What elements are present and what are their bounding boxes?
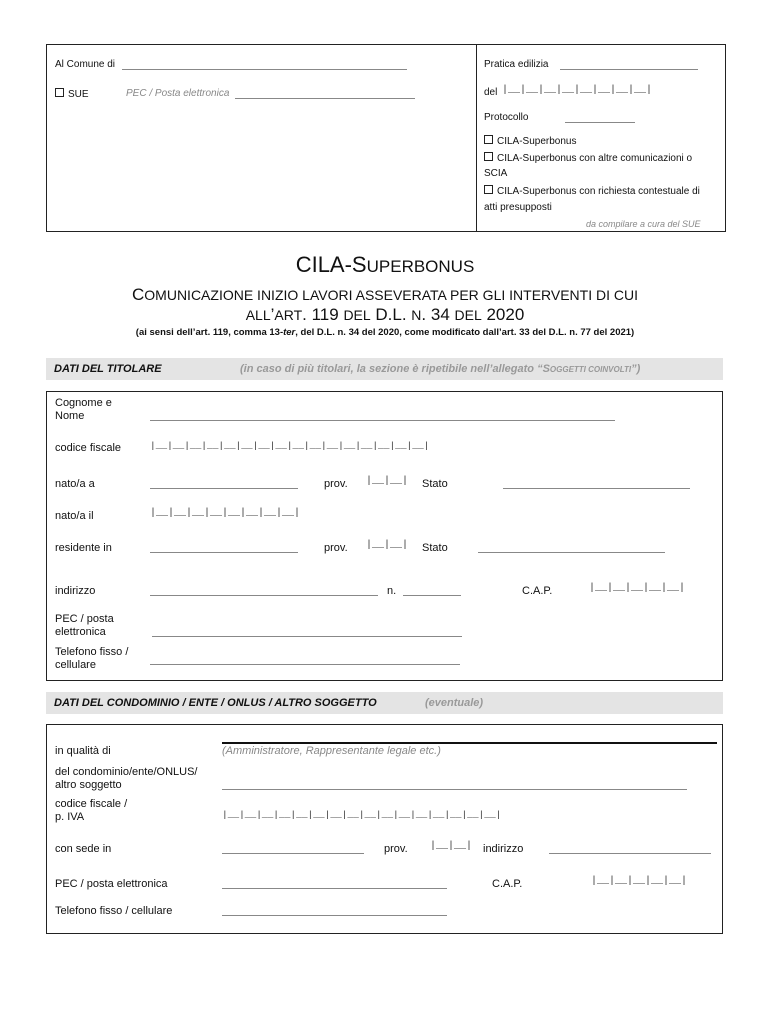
residente-prov-field[interactable]: |__|__| xyxy=(366,540,409,551)
del-date-field[interactable]: |__|__|__|__|__|__|__|__| xyxy=(502,85,653,96)
comune-field[interactable] xyxy=(122,69,407,70)
piva-label: codice fiscale / xyxy=(55,798,128,810)
condominio-pec-label: PEC / posta elettronica xyxy=(55,878,168,890)
prov-label: prov. xyxy=(324,542,348,554)
option-cila-altre[interactable] xyxy=(484,152,692,164)
title-part: D.L. xyxy=(370,305,412,324)
title-part: 2020 xyxy=(481,305,525,324)
qualita-top-line xyxy=(222,742,717,744)
titolare-section-note xyxy=(240,363,640,375)
sue-note: da compilare a cura del SUE xyxy=(586,219,701,229)
option-checkbox[interactable] xyxy=(484,135,493,144)
document-title xyxy=(0,252,770,278)
subtitle-part: , del D.L. n. 34 del 2020, come modificato dall’art. 33 del D.L. n. 77 del 2021) xyxy=(295,327,635,338)
condominio-section-title: DATI DEL CONDOMINIO / ENTE / ONLUS / ALTRO SOGGETTO xyxy=(54,697,377,709)
indirizzo-field[interactable] xyxy=(150,595,378,596)
nato-prov-field[interactable]: |__|__| xyxy=(366,476,409,487)
sede-label: con sede in xyxy=(55,843,112,855)
title-part: OMUNICAZIONE INIZIO LAVORI ASSEVERATA PER GLI INTERVENTI DI CUI xyxy=(144,287,638,303)
telefono-label: Telefono fisso / xyxy=(55,646,129,658)
option-label: CILA-Superbonus xyxy=(497,136,577,147)
qualita-field[interactable]: (Amministratore, Rappresentante legale etc.) xyxy=(222,745,441,757)
condominio-telefono-label: Telefono fisso / cellulare xyxy=(55,905,173,917)
cognome-label: Cognome e xyxy=(55,397,112,409)
title-line-1 xyxy=(0,285,770,305)
title-part: CILA-S xyxy=(295,252,367,277)
option-checkbox[interactable] xyxy=(484,152,493,161)
sue-checkbox[interactable] xyxy=(55,88,64,97)
pec-field[interactable] xyxy=(235,98,415,99)
condominio-section-note: (eventuale) xyxy=(425,697,484,709)
condominio-cap-field[interactable]: |__|__|__|__|__| xyxy=(591,876,688,887)
cap-label: C.A.P. xyxy=(522,585,553,597)
sede-indirizzo-field[interactable] xyxy=(549,853,711,854)
option-atti-label: atti presupposti xyxy=(484,202,552,213)
titolare-section-title: DATI DEL TITOLARE xyxy=(54,363,162,375)
title-part: C xyxy=(132,285,145,304)
note-part: (in caso di più titolari, la sezione è ripetibile nell’allegato “S xyxy=(240,363,550,375)
nato-il-field[interactable]: |__|__|__|__|__|__|__|__| xyxy=(150,508,301,519)
pratica-label: Pratica edilizia xyxy=(484,59,549,70)
codice-fiscale-label: codice fiscale xyxy=(55,442,122,454)
numero-label: n. xyxy=(387,585,397,597)
subtitle-part: (ai sensi dell’art. 119, comma 13- xyxy=(135,327,284,338)
protocollo-label: Protocollo xyxy=(484,112,529,123)
cap-field[interactable]: |__|__|__|__|__| xyxy=(589,583,686,594)
sue-label: SUE xyxy=(68,89,89,100)
option-cila-richiesta[interactable] xyxy=(484,185,700,197)
title-part: ART xyxy=(274,307,303,323)
residente-field[interactable] xyxy=(150,552,298,553)
sue-option[interactable] xyxy=(55,88,89,100)
condominio-telefono-field[interactable] xyxy=(222,915,447,916)
nato-il-label: nato/a il xyxy=(55,510,94,522)
title-part: DEL xyxy=(343,307,371,323)
stato-label: Stato xyxy=(422,478,448,490)
title-part: N xyxy=(411,307,422,323)
soggetto-label: del condominio/ente/ONLUS/ xyxy=(55,766,198,778)
codice-fiscale-field[interactable]: |__|__|__|__|__|__|__|__|__|__|__|__|__|__|__|__| xyxy=(150,440,430,451)
protocollo-field[interactable] xyxy=(565,122,635,123)
condominio-cap-label: C.A.P. xyxy=(492,878,523,890)
piva-field[interactable]: |__|__|__|__|__|__|__|__|__|__|__|__|__|__|__|__| xyxy=(222,809,502,820)
nato-a-label: nato/a a xyxy=(55,478,95,490)
header-divider xyxy=(476,44,477,232)
subtitle-part: ter xyxy=(283,327,296,338)
residente-stato-field[interactable] xyxy=(478,552,665,553)
option-cila-superbonus[interactable] xyxy=(484,135,577,147)
stato-label: Stato xyxy=(422,542,448,554)
pec-field[interactable] xyxy=(152,636,462,637)
sede-prov-field[interactable]: |__|__| xyxy=(430,841,473,852)
soggetto-field[interactable] xyxy=(222,789,687,790)
pec-label: PEC / posta xyxy=(55,613,114,625)
title-line-2 xyxy=(0,305,770,325)
title-part: . 34 xyxy=(421,305,455,324)
telefono-label-2: cellulare xyxy=(55,659,96,671)
numero-field[interactable] xyxy=(403,595,461,596)
title-subtitle xyxy=(0,327,770,338)
header-box xyxy=(46,44,726,232)
option-label: CILA-Superbonus con altre comunicazioni o xyxy=(497,153,693,164)
nato-stato-field[interactable] xyxy=(503,488,690,489)
prov-label: prov. xyxy=(324,478,348,490)
sede-indirizzo-label: indirizzo xyxy=(483,843,524,855)
pec-label: PEC / Posta elettronica xyxy=(126,88,230,99)
cognome-nome-field[interactable] xyxy=(150,420,615,421)
condominio-pec-field[interactable] xyxy=(222,888,447,889)
title-part: ’ xyxy=(270,305,275,324)
title-part: ALL xyxy=(245,307,271,323)
del-label: del xyxy=(484,87,498,98)
pec-label-2: elettronica xyxy=(55,626,106,638)
title-part: DEL xyxy=(454,307,482,323)
titolare-box xyxy=(46,391,723,681)
option-scia-label: SCIA xyxy=(484,168,508,179)
title-part: UPERBONUS xyxy=(366,257,475,276)
option-label: CILA-Superbonus con richiesta contestuale di xyxy=(497,186,700,197)
nome-label: Nome xyxy=(55,410,85,422)
option-checkbox[interactable] xyxy=(484,185,493,194)
piva-label-2: p. IVA xyxy=(55,811,85,823)
sede-field[interactable] xyxy=(222,853,364,854)
pratica-field[interactable] xyxy=(560,69,698,70)
title-part: . 119 xyxy=(302,305,344,324)
indirizzo-label: indirizzo xyxy=(55,585,96,597)
qualita-label: in qualità di xyxy=(55,745,111,757)
soggetto-label-2: altro soggetto xyxy=(55,779,122,791)
residente-label: residente in xyxy=(55,542,112,554)
prov-label: prov. xyxy=(384,843,408,855)
note-part: ”) xyxy=(631,363,641,375)
nato-a-field[interactable] xyxy=(150,488,298,489)
note-part: OGGETTI COINVOLTI xyxy=(549,365,632,374)
comune-label: Al Comune di xyxy=(55,59,116,70)
telefono-field[interactable] xyxy=(150,664,460,665)
